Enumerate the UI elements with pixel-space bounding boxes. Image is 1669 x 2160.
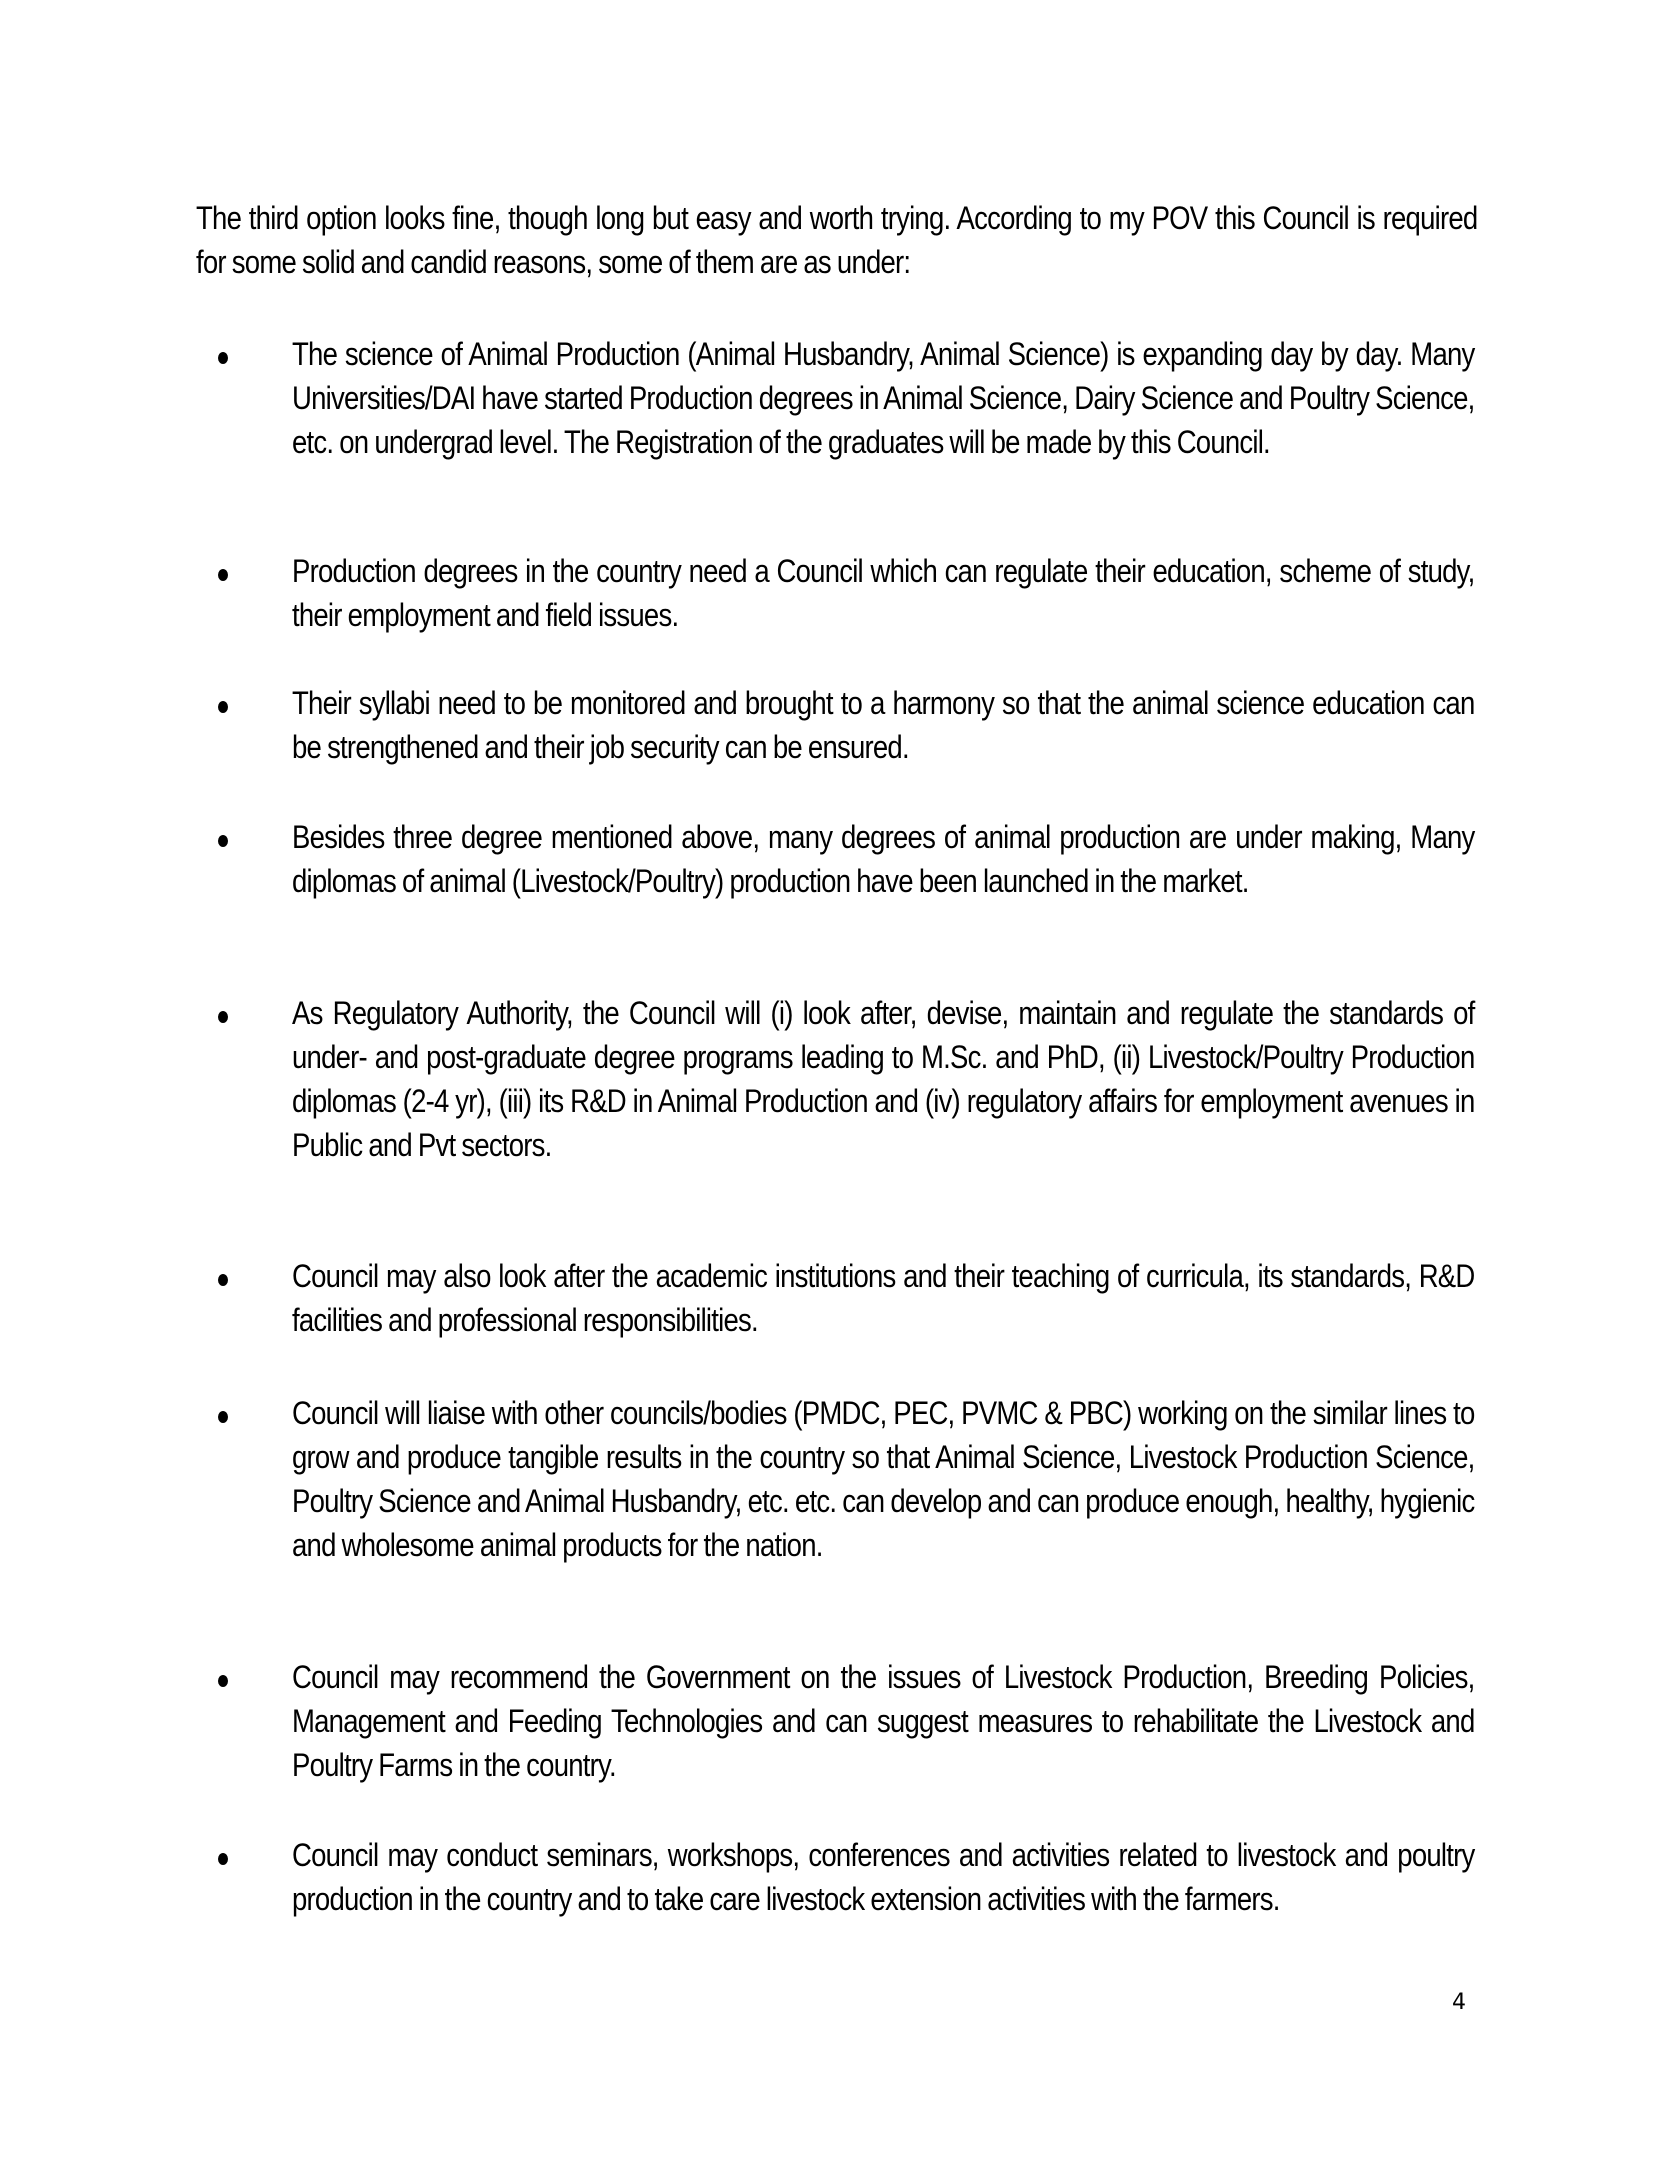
bullet-text: Besides three degree mentioned above, many degrees of animal production are under making, Many diplomas of animal (Livestock/Poultry) production have been launched in the market. — [292, 819, 1475, 899]
bullet-icon — [218, 569, 228, 581]
bullet-icon — [218, 1675, 228, 1687]
intro-paragraph: The third option looks fine, though long but easy and worth trying. According to my POV this Council is required for some solid and candid reasons, some of them are as under: — [196, 200, 1478, 280]
page-number: 4 — [1452, 1990, 1466, 2015]
bullet-text: The science of Animal Production (Animal Husbandry, Animal Science) is expanding day by day. Many Universities/DAI have started Production degrees in Animal Science, Dairy Science and Poultry Science, etc. on undergrad level. The Registration of the graduates will be made by this Council. — [292, 336, 1475, 460]
bullet-text: As Regulatory Authority, the Council will (i) look after, devise, maintain and regulate the standards of under- and post-graduate degree programs leading to M.Sc. and PhD, (ii) Livestock/Poultry Production diplomas (2-4 yr), (iii) its R&D in Animal Production and (iv) regulatory affairs for employment avenues in Public and Pvt sectors. — [292, 995, 1475, 1163]
bullet-icon — [218, 352, 228, 364]
bullet-text: Production degrees in the country need a Council which can regulate their education, scheme of study, their employment and field issues. — [292, 553, 1475, 633]
bullet-icon — [218, 701, 228, 713]
bullet-text: Council may also look after the academic institutions and their teaching of curricula, its standards, R&D facilities and professional responsibilities. — [292, 1258, 1475, 1338]
bullet-icon — [218, 1853, 228, 1865]
bullet-icon — [218, 1011, 228, 1023]
bullet-icon — [218, 1411, 228, 1423]
bullet-text: Council may conduct seminars, workshops, conferences and activities related to livestock and poultry production in the country and to take care livestock extension activities with the farmers. — [292, 1837, 1475, 1917]
bullet-icon — [218, 1274, 228, 1286]
bullet-icon — [218, 835, 228, 847]
bullet-text: Their syllabi need to be monitored and brought to a harmony so that the animal science education can be strengthened and their job security can be ensured. — [292, 685, 1475, 765]
bullet-text: Council will liaise with other councils/bodies (PMDC, PEC, PVMC & PBC) working on the similar lines to grow and produce tangible results in the country so that Animal Science, Livestock Production Science, Poultry Science and Animal Husbandry, etc. etc. can develop and can produce enough, healthy, hygienic and wholesome animal products for the nation. — [292, 1395, 1475, 1563]
bullet-text: Council may recommend the Government on the issues of Livestock Production, Breeding Policies, Management and Feeding Technologies and can suggest measures to rehabilitate the Livestock and Poultry Farms in the country. — [292, 1659, 1475, 1783]
